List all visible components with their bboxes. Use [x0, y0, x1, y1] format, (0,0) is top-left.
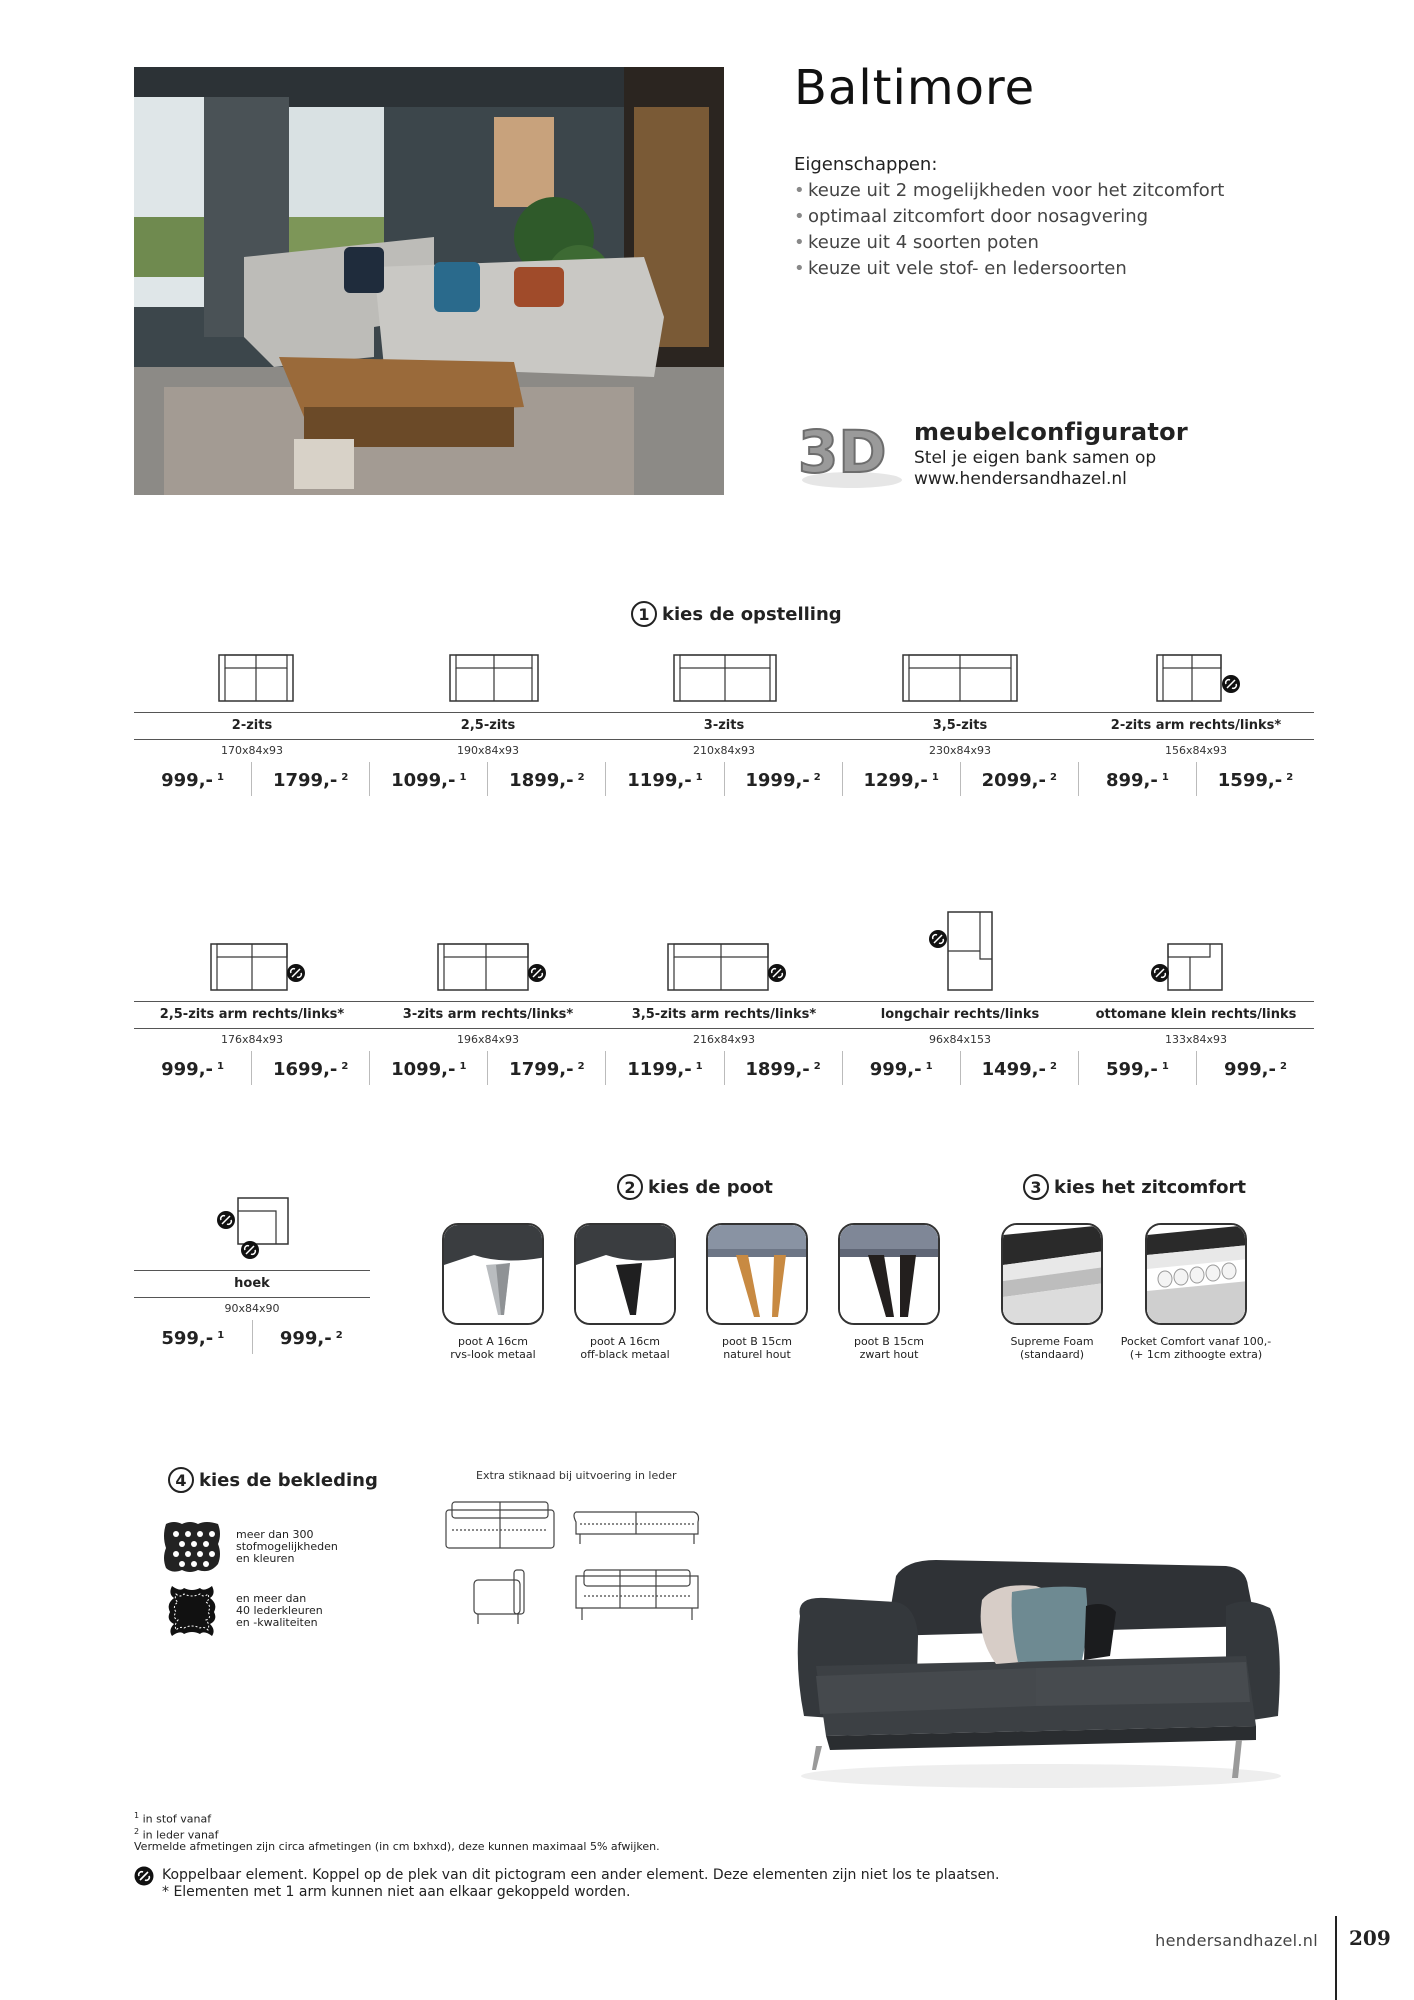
configurator-line: Stel je eigen bank samen op	[914, 448, 1157, 468]
leg-image	[574, 1223, 676, 1325]
price-cell: 1099,- $^1$ 1799,- $^2$	[369, 1051, 605, 1085]
corner-name-row	[134, 1270, 370, 1298]
price-fabric: 999,-	[161, 770, 214, 791]
price-fabric: 1199,-	[627, 1059, 692, 1080]
pocket-springs-icon	[1147, 1225, 1247, 1325]
price-cell: 999,- $^1$ 1799,- $^2$	[134, 762, 369, 796]
sofa-2-seat-icon	[218, 654, 294, 702]
leg-option-4[interactable]	[838, 1223, 940, 1361]
element-dims: 156x84x93	[1164, 744, 1227, 757]
corner-icon	[214, 1194, 290, 1260]
row-icons	[134, 640, 1314, 712]
living-room-scene	[134, 67, 724, 495]
3d-logo-icon	[794, 416, 904, 492]
row-dims	[134, 740, 1314, 762]
leg-image	[442, 1223, 544, 1325]
coupling-text: Koppelbaar element. Koppel op de plek van dit pictogram een ander element. Deze elementen zijn niet los te plaatsen. * Elementen met 1 arm kunnen niet aan elkaar gekoppeld worden.	[162, 1867, 1000, 1900]
brand-url[interactable]: hendersandhazel.nl	[1155, 1931, 1318, 1950]
leg-option-2[interactable]	[574, 1223, 676, 1361]
element-name: ottomane klein rechts/links	[1095, 1007, 1297, 1022]
configuration-row-1	[134, 640, 1314, 796]
element-dims: 230x84x93	[928, 744, 991, 757]
element-dims: 176x84x93	[220, 1033, 283, 1046]
leg-caption: poot A 16cm off-black metaal	[580, 1335, 670, 1361]
fabric-text: meer dan 300 stofmogelijkheden en kleuren	[236, 1528, 338, 1565]
element-name: 2,5-zits arm rechts/links*	[159, 1007, 345, 1022]
fabric-option	[162, 1520, 356, 1574]
sofa-2-5-seat-arm-icon	[210, 943, 306, 991]
extra-stitch-note: Extra stiknaad bij uitvoering in leder	[476, 1469, 677, 1482]
step-number: 1	[631, 601, 657, 627]
element-dims: 96x84x153	[928, 1033, 991, 1046]
price-leather: 1799,-	[509, 1059, 574, 1080]
price-cell: 999,- $^1$ 1699,- $^2$	[134, 1051, 369, 1085]
price-cell: 899,- $^1$ 1599,- $^2$	[1078, 762, 1314, 796]
price-cell: 1299,- $^1$ 2099,- $^2$	[842, 762, 1078, 796]
price-leather: 1699,-	[272, 1059, 338, 1080]
properties-label: Eigenschappen:	[794, 154, 938, 175]
footnote-leather: $^2$ in leder vanaf	[134, 1826, 219, 1842]
property-item: • keuze uit vele stof- en ledersoorten	[794, 256, 1224, 282]
sofa-3-5-seat-arm-icon	[667, 943, 787, 991]
element-dims: 196x84x93	[456, 1033, 519, 1046]
leg-image	[706, 1223, 808, 1325]
sofa-2-seat-arm-icon	[1156, 654, 1242, 702]
corner-dims-row	[134, 1298, 370, 1320]
element-dims: 90x84x90	[224, 1302, 280, 1315]
step-3-header	[1023, 1174, 1246, 1200]
page-number: 209	[1349, 1926, 1391, 1950]
sofa-3-5-seat-icon	[902, 654, 1018, 702]
step-number: 2	[617, 1174, 643, 1200]
row-dims	[134, 1029, 1314, 1051]
leather-option	[162, 1584, 356, 1638]
coupling-note	[134, 1866, 1000, 1901]
logo-text: 3D	[798, 418, 887, 486]
price-leather: 1899,-	[745, 1059, 810, 1080]
price-leather: 1499,-	[981, 1059, 1046, 1080]
configurator-title: meubelconfigurator	[914, 418, 1189, 446]
price-cell: 599,- $^1$ 999,- $^2$	[134, 1320, 370, 1354]
sofa-3-seat-icon	[673, 654, 777, 702]
leg-natural-wood-icon	[708, 1225, 808, 1325]
price-cell: 1199,- $^1$ 1999,- $^2$	[605, 762, 841, 796]
step-label: kies het zitcomfort	[1054, 1176, 1246, 1198]
footnote-dimensions: Vermelde afmetingen zijn circa afmetingen (in cm bxhxd), deze kunnen maximaal 5% afwijken.	[134, 1840, 660, 1854]
price-leather: 1999,-	[745, 770, 810, 791]
step-label: kies de bekleding	[199, 1469, 378, 1491]
product-title: Baltimore	[794, 60, 1036, 116]
leg-caption: poot B 15cm naturel hout	[721, 1335, 793, 1361]
element-dims: 210x84x93	[692, 744, 755, 757]
link-icon	[134, 1866, 154, 1886]
leg-caption: poot A 16cm rvs-look metaal	[450, 1335, 536, 1361]
step-2-header	[617, 1174, 773, 1200]
comfort-caption: Pocket Comfort vanaf 100,- (+ 1cm zithoogte extra)	[1120, 1335, 1272, 1361]
element-name: 3-zits arm rechts/links*	[402, 1007, 574, 1022]
row-prices	[134, 1051, 1314, 1085]
leather-hide-icon	[162, 1584, 222, 1638]
corner-prices-row	[134, 1320, 370, 1354]
step-number: 3	[1023, 1174, 1049, 1200]
price-fabric: 1099,-	[391, 770, 456, 791]
sofa-3-seat-arm-icon	[437, 943, 547, 991]
property-item: • keuze uit 4 soorten poten	[794, 230, 1224, 256]
step-number: 4	[168, 1467, 194, 1493]
price-fabric: 999,-	[161, 1059, 214, 1080]
leg-black-wood-icon	[840, 1225, 940, 1325]
corner-element	[134, 1180, 370, 1354]
price-fabric: 999,-	[869, 1059, 922, 1080]
leg-image	[838, 1223, 940, 1325]
step-1-header	[631, 601, 842, 627]
price-cell: 1199,- $^1$ 1899,- $^2$	[605, 1051, 841, 1085]
ottoman-icon	[1150, 943, 1224, 991]
property-item: • optimaal zitcomfort door nosagvering	[794, 204, 1224, 230]
price-cell: 999,- $^1$ 1499,- $^2$	[842, 1051, 1078, 1085]
sofa-2-5-seat-icon	[449, 654, 539, 702]
footnote-fabric: $^1$ in stof vanaf	[134, 1811, 212, 1826]
configurator-text	[914, 448, 1156, 490]
element-dims: 170x84x93	[220, 744, 283, 757]
page-divider	[1335, 1916, 1337, 2000]
longchair-icon	[924, 911, 994, 991]
row-names	[134, 712, 1314, 740]
price-fabric: 1099,-	[391, 1059, 456, 1080]
corner-icon-wrap	[134, 1180, 370, 1270]
element-dims: 190x84x93	[456, 744, 519, 757]
price-leather: 1799,-	[272, 770, 338, 791]
price-fabric: 1299,-	[863, 770, 928, 791]
step-4-header	[168, 1467, 378, 1493]
element-name: 3-zits	[703, 718, 745, 733]
configurator-url[interactable]: www.hendersandhazel.nl	[914, 469, 1127, 489]
comfort-option-1[interactable]	[1001, 1223, 1103, 1361]
comfort-image	[1145, 1223, 1247, 1325]
step-label: kies de opstelling	[662, 603, 842, 625]
configuration-row-2	[134, 897, 1314, 1085]
leg-off-black-icon	[576, 1225, 676, 1325]
configurator-promo[interactable]	[794, 414, 1214, 494]
leather-sofa-photo	[786, 1556, 1286, 1796]
price-fabric: 599,-	[161, 1328, 214, 1349]
leg-rvs-icon	[444, 1225, 544, 1325]
element-name: longchair rechts/links	[880, 1007, 1040, 1022]
row-icons	[134, 897, 1314, 1001]
stitch-seam-drawings	[444, 1500, 700, 1632]
comfort-image	[1001, 1223, 1103, 1325]
price-leather: 2099,-	[981, 770, 1046, 791]
price-leather: 1599,-	[1217, 770, 1283, 791]
element-name: hoek	[234, 1276, 270, 1291]
leg-option-1[interactable]	[442, 1223, 544, 1361]
comfort-caption: Supreme Foam (standaard)	[1010, 1335, 1094, 1361]
step-label: kies de poot	[648, 1176, 773, 1198]
footnotes	[134, 1810, 660, 1853]
leg-option-3[interactable]	[706, 1223, 808, 1361]
price-leather: 999,-	[279, 1328, 332, 1349]
element-name: 2-zits	[231, 718, 273, 733]
leather-text: en meer dan 40 lederkleuren en -kwaliteiten	[236, 1592, 323, 1629]
row-prices	[134, 762, 1314, 796]
element-dims: 216x84x93	[692, 1033, 755, 1046]
price-leather: 999,-	[1224, 1059, 1276, 1080]
price-fabric: 599,-	[1105, 1059, 1158, 1080]
element-dims: 133x84x93	[1164, 1033, 1227, 1046]
price-fabric: 1199,-	[627, 770, 692, 791]
comfort-option-2[interactable]	[1120, 1223, 1272, 1361]
properties-list	[794, 178, 1224, 282]
foam-layers-icon	[1003, 1225, 1103, 1325]
hero-photo	[134, 67, 724, 495]
price-fabric: 899,-	[1105, 770, 1158, 791]
fabric-swatch-icon	[162, 1520, 222, 1574]
price-cell: 1099,- $^1$ 1899,- $^2$	[369, 762, 605, 796]
element-name: 3,5-zits arm rechts/links*	[631, 1007, 817, 1022]
element-name: 2,5-zits	[460, 718, 516, 733]
leg-caption: poot B 15cm zwart hout	[853, 1335, 925, 1361]
element-name: 2-zits arm rechts/links*	[1110, 718, 1282, 733]
price-leather: 1899,-	[509, 770, 574, 791]
row-names	[134, 1001, 1314, 1029]
price-cell: 599,- $^1$ 999,- $^2$	[1078, 1051, 1314, 1085]
property-item: • keuze uit 2 mogelijkheden voor het zitcomfort	[794, 178, 1224, 204]
element-name: 3,5-zits	[932, 718, 988, 733]
properties-block	[794, 152, 1224, 282]
